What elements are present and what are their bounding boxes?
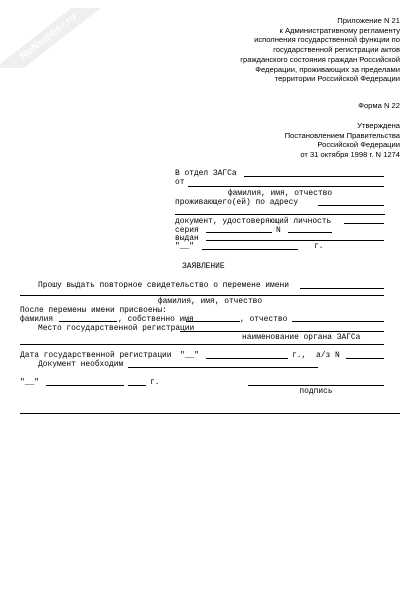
separator-line	[20, 344, 384, 345]
document-needed-label: Документ необходим	[38, 360, 124, 369]
residing-label: проживающего(ей) по адресу	[175, 198, 299, 207]
approval-block	[180, 121, 400, 160]
issued-year-label: г.	[314, 242, 324, 251]
issued-label: выдан	[175, 234, 199, 243]
surname-line	[59, 321, 117, 322]
approval-line: Утверждена	[357, 121, 400, 130]
signature-hint: подпись	[299, 387, 333, 396]
number-line	[288, 232, 332, 233]
statement-title: ЗАЯВЛЕНИЕ	[182, 262, 225, 271]
id-doc-label: документ, удостоверяющий личность	[175, 217, 332, 226]
sign-date-line	[46, 385, 124, 386]
id-doc-line	[344, 223, 384, 224]
request-text: Прошу выдать повторное свидетельство о перемене имени	[38, 281, 289, 290]
form-number: Форма N 22	[358, 101, 400, 110]
appendix-line: исполнения государственной функции по	[254, 35, 400, 45]
number-label: N	[276, 226, 281, 235]
registration-date-quote: "__"	[180, 351, 199, 360]
document-needed-line	[128, 367, 318, 368]
appendix-line: территории Российской Федерации	[274, 74, 400, 84]
sign-year-line	[128, 385, 146, 386]
to-office-line	[244, 176, 384, 177]
issued-line	[206, 240, 384, 241]
series-line	[206, 232, 272, 233]
series-label: серия	[175, 226, 199, 235]
watermark: NoNumber.ru	[0, 8, 104, 68]
appendix-line: гражданского состояния граждан Российской	[240, 54, 400, 64]
request-line	[300, 288, 384, 289]
record-number-label: а/з N	[316, 351, 340, 360]
full-name-hint: фамилия, имя, отчество	[157, 297, 263, 306]
appendix-line: государственной регистрации актов	[273, 45, 400, 55]
registration-place-line	[180, 331, 384, 332]
patronymic-line	[292, 321, 384, 322]
sign-year-label: г.	[150, 378, 160, 387]
name-hint: фамилия, имя, отчество	[227, 189, 333, 198]
from-line	[188, 186, 384, 187]
appendix-line: Приложение N 21	[337, 16, 400, 25]
after-change-label: После перемены имени присвоены:	[20, 306, 167, 315]
record-number-line	[346, 358, 384, 359]
address-line	[175, 214, 385, 215]
appendix-line: Федерации, проживающих за пределами	[255, 64, 400, 74]
residing-line	[318, 205, 384, 206]
signature-line	[248, 385, 384, 386]
registration-year-line	[270, 358, 288, 359]
registration-place-label: Место государственной регистрации	[38, 324, 195, 333]
surname-label: фамилия	[20, 315, 54, 324]
issued-date-quote: "__"	[175, 242, 194, 251]
registration-date-label: Дата государственной регистрации	[20, 351, 172, 360]
first-name-line	[186, 321, 240, 322]
sign-date-quote: "__"	[20, 378, 39, 387]
appendix-line: к Административному регламенту	[279, 25, 400, 35]
issued-date-line	[202, 249, 298, 250]
approval-line: Российской Федерации	[317, 140, 400, 150]
approval-line: Постановлением Правительства	[284, 130, 400, 140]
approval-line: от 31 октября 1998 г. N 1274	[300, 150, 400, 160]
office-hint: наименование органа ЗАГСа	[242, 333, 361, 342]
from-label: от	[175, 178, 185, 187]
registration-year-label: г.,	[292, 351, 307, 360]
patronymic-label: , отчество	[240, 315, 288, 324]
full-name-line	[20, 295, 384, 296]
bottom-rule	[20, 413, 400, 414]
to-office-label: В отдел ЗАГСа	[175, 169, 237, 178]
appendix-block	[160, 16, 400, 84]
registration-month-line	[226, 358, 276, 359]
watermark-area	[0, 8, 104, 68]
first-name-label: , собственно имя	[118, 315, 194, 324]
